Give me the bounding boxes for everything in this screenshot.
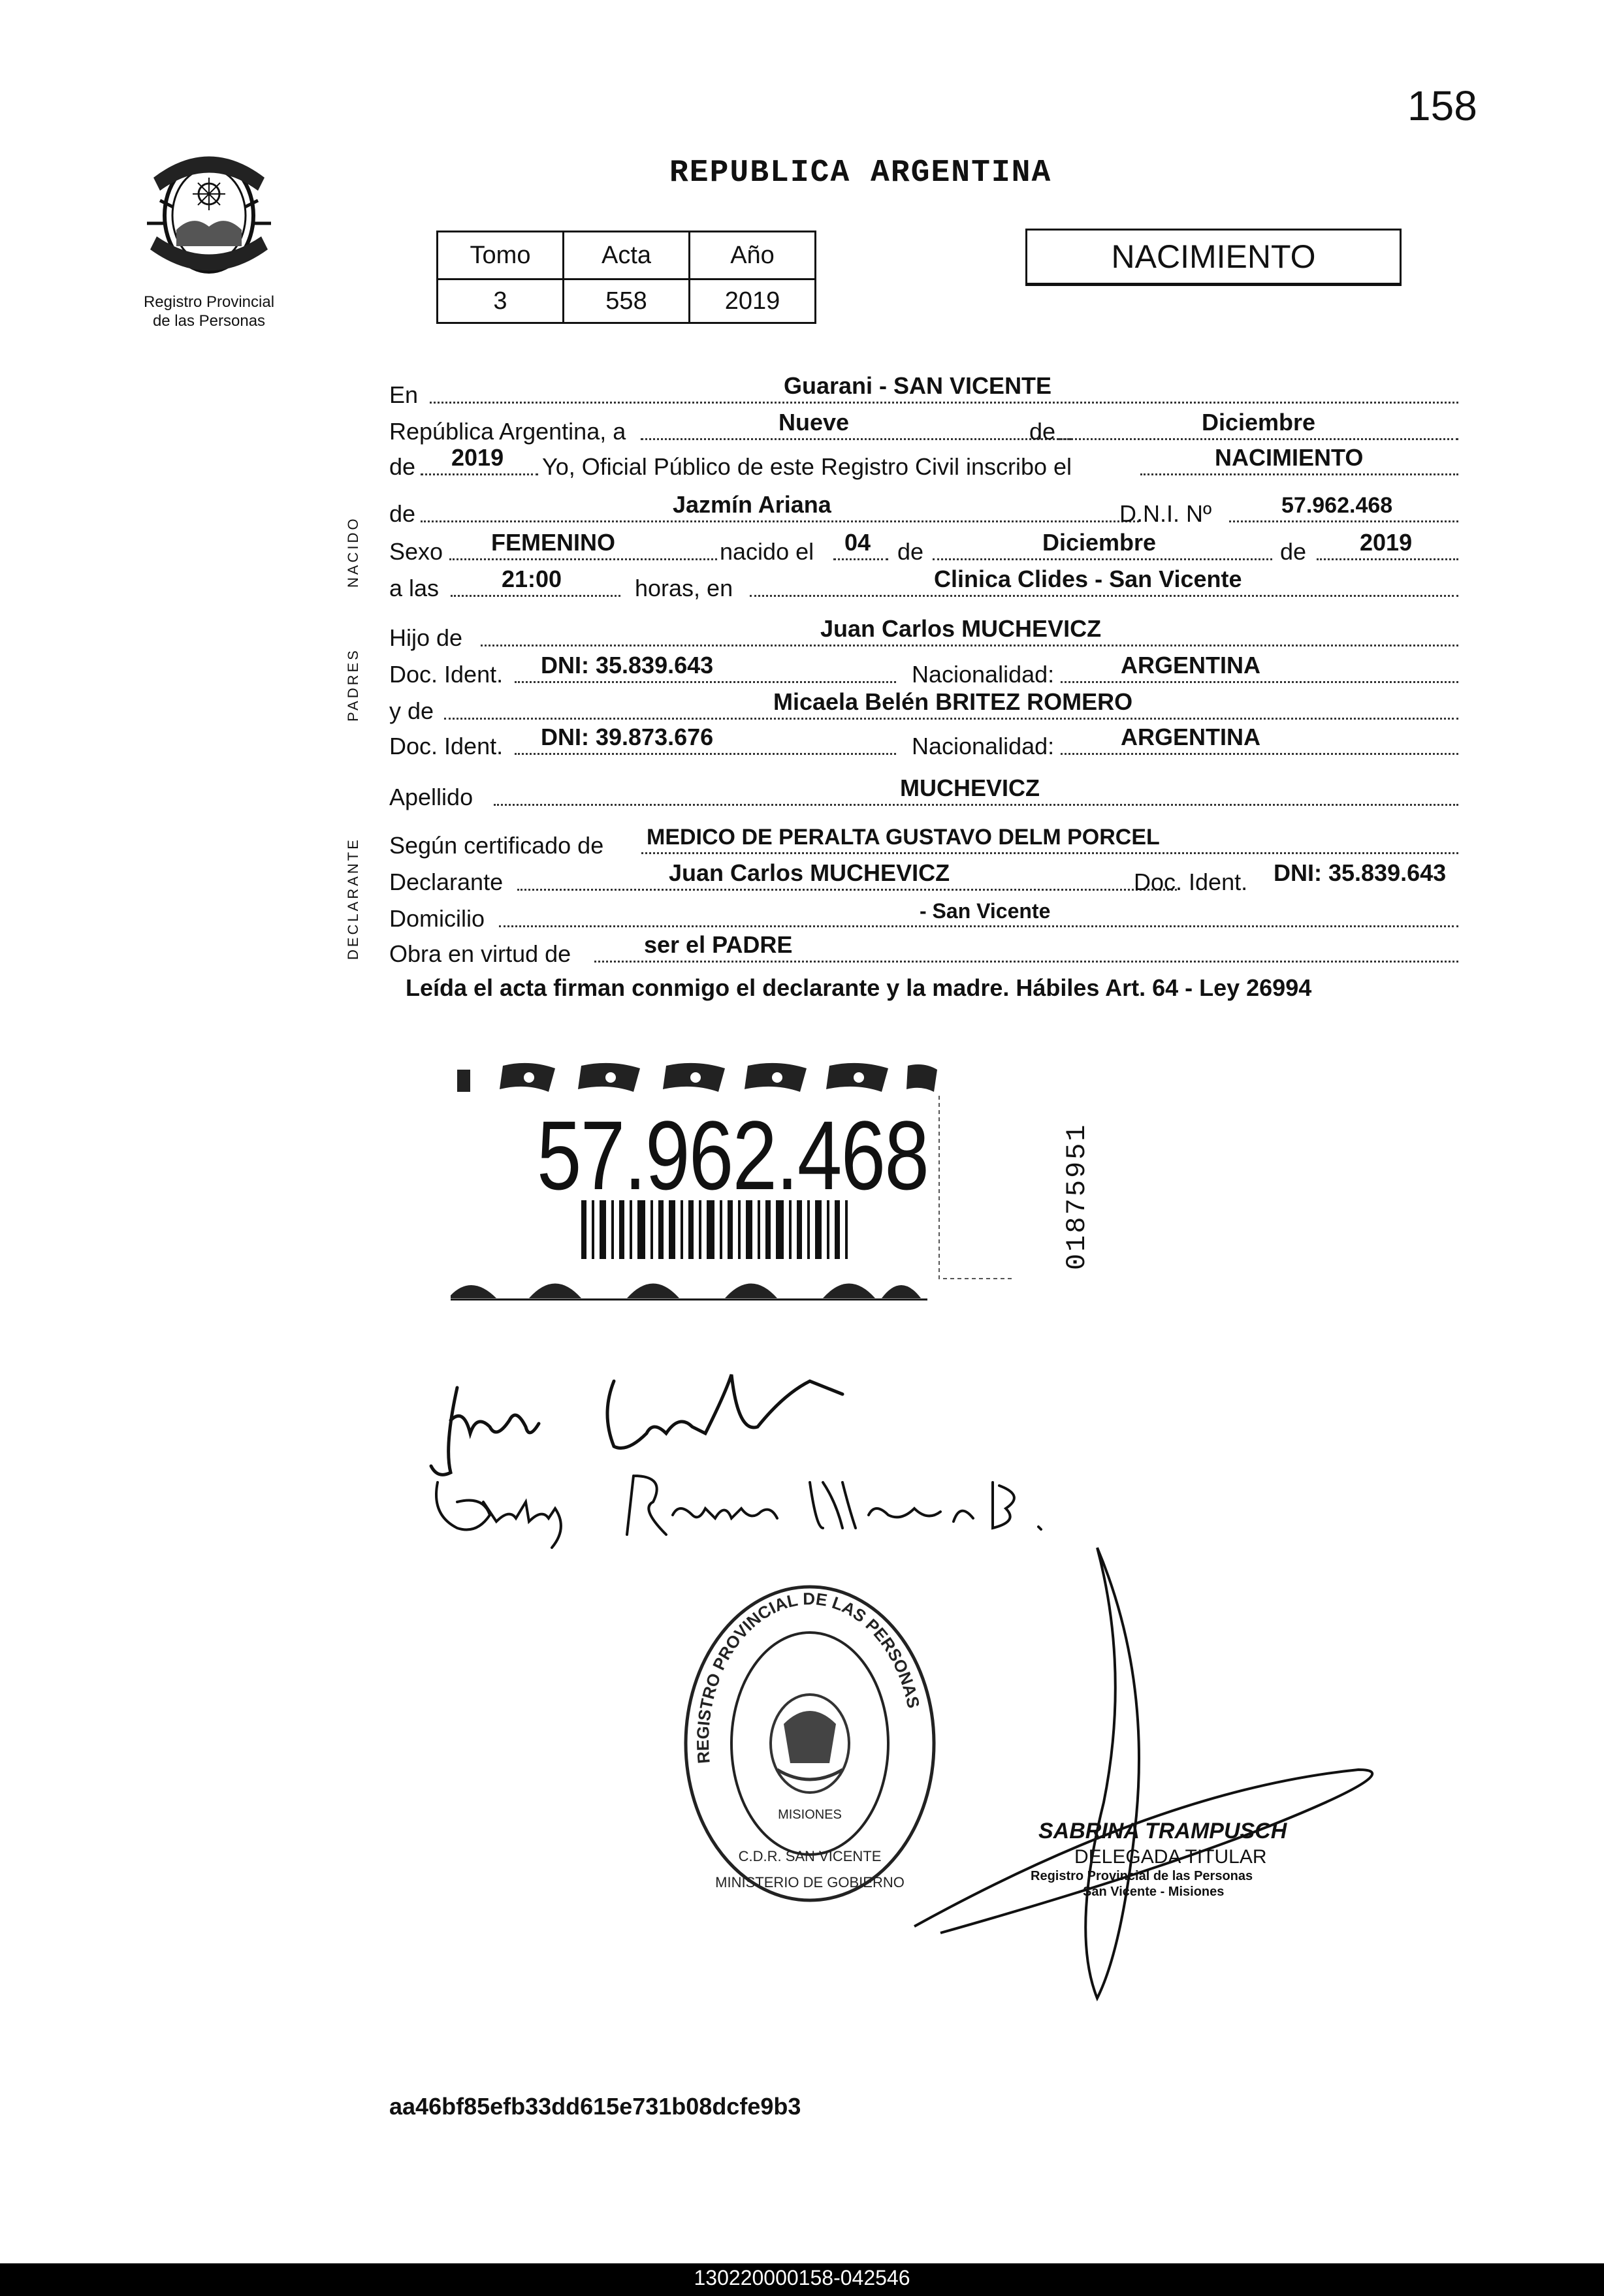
row-madre-doc [389,724,1464,760]
nacido-el-label: nacido el [720,538,814,565]
madre-nac-label: Nacionalidad: [912,733,1055,759]
mes-value: Diciembre [1202,409,1316,436]
seal-center-text: MISIONES [778,1808,842,1822]
declarante-doc-value: DNI: 35.839.643 [1274,859,1447,886]
horas-en-label: horas, en [635,575,733,601]
dotted-line [430,402,1458,404]
dotted-line [444,718,1458,720]
dotted-line [933,558,1272,560]
padre-value: Juan Carlos MUCHEVICZ [820,615,1102,642]
official-office-line1: Registro Provincial de las Personas [1031,1869,1253,1883]
page-title: REPUBLICA ARGENTINA [669,155,1052,191]
section-label-padres: PADRES [345,648,361,722]
seal-middle-text: C.D.R. SAN VICENTE [738,1848,882,1864]
row-nombre [389,491,1464,528]
domicilio-value: - San Vicente [920,899,1051,923]
nacido-dia-value: 04 [844,529,871,556]
dotted-line [641,852,1458,854]
dotted-line [481,645,1458,646]
row-sexo [389,529,1464,566]
certificado-label: Según certificado de [389,832,604,859]
nombre-label: de [389,500,416,527]
nacido-de1-label: de [897,538,924,565]
inscribo-value: NACIMIENTO [1215,444,1364,471]
tomo-value: 3 [438,279,564,323]
republica-label: República Argentina, a [389,418,626,445]
section-label-declarante: DECLARANTE [345,837,361,960]
sexo-label: Sexo [389,538,443,565]
id-stamp-side-serial: 01875951 [1061,1123,1093,1270]
row-declarante [389,859,1464,896]
row-padre [389,615,1464,652]
dni-value: 57.962.468 [1281,493,1393,518]
dotted-line [641,438,1072,440]
row-certificado [389,823,1464,859]
legal-note: Leída el acta firman conmigo el declarante y la madre. Hábiles Art. 64 - Ley 26994 [406,974,1312,1001]
de-label: de [1029,418,1056,445]
bottom-code: 130220000158-042546 [694,2266,910,2289]
registry-label-line2: de las Personas [152,312,266,330]
dotted-line [750,595,1458,597]
dotted-line [1061,753,1458,755]
domicilio-label: Domicilio [389,905,485,932]
madre-doc-label: Doc. Ident. [389,733,504,759]
apellido-value: MUCHEVICZ [900,774,1040,801]
padre-doc-label: Doc. Ident. [389,661,504,688]
padre-nac-value: ARGENTINA [1121,652,1260,678]
seal-outer-text: REGISTRO PROVINCIAL DE LAS PERSONAS [692,1589,924,1764]
anio-value: 2019 [690,279,816,323]
row-hora-lugar [389,566,1464,602]
nacido-anio-value: 2019 [1360,529,1413,556]
madre-doc-value: DNI: 39.873.676 [541,724,714,750]
row-domicilio [389,896,1464,933]
dotted-line [494,804,1458,806]
official-office-line2: San Vicente - Misiones [1083,1885,1225,1899]
dotted-line [515,753,896,755]
page-number: 158 [1407,82,1477,129]
declarante-value: Juan Carlos MUCHEVICZ [669,859,950,886]
row-obra [389,931,1464,968]
row-inscripcion [389,444,1464,481]
dotted-line [594,961,1458,963]
certificado-value: MEDICO DE PERALTA GUSTAVO DELM PORCEL [647,825,1160,850]
dotted-line [517,889,1177,891]
dotted-line [833,558,888,560]
madre-nac-value: ARGENTINA [1121,724,1260,750]
sexo-value: FEMENINO [491,529,616,556]
obra-label: Obra en virtud de [389,940,571,967]
row-fecha-inscripcion [389,409,1464,445]
dotted-line [449,558,717,560]
row-madre [389,688,1464,725]
dotted-line [421,473,538,475]
dni-label: D.N.I. Nº [1119,500,1212,527]
acta-header: Acta [564,232,690,279]
dotted-line [1140,473,1458,475]
dotted-line [499,925,1458,927]
lugar-value: Clinica Clides - San Vicente [934,566,1242,592]
declarante-doc-label: Doc. Ident. [1134,869,1248,895]
madre-value: Micaela Belén BRITEZ ROMERO [773,688,1133,715]
seal-bottom-text: MINISTERIO DE GOBIERNO [715,1874,905,1890]
dia-value: Nueve [778,409,850,436]
y-de-label: y de [389,697,434,724]
book-reference-table [436,231,816,324]
misiones-coat-of-arms-logo [134,138,284,289]
registry-label [111,293,307,330]
row-padre-doc [389,652,1464,688]
registry-label-line1: Registro Provincial [143,293,275,311]
inscribo-label: Yo, Oficial Público de este Registro Civil inscribo el [542,453,1072,480]
acta-value: 558 [564,279,690,323]
dotted-line [421,520,1139,522]
dotted-line [1061,681,1458,683]
a-las-label: a las [389,575,440,601]
dotted-line [515,681,896,683]
padre-nac-label: Nacionalidad: [912,661,1055,688]
section-label-nacido: NACIDO [345,516,361,588]
dotted-line [1059,438,1458,440]
apellido-label: Apellido [389,784,473,810]
hijo-label: Hijo de [389,624,463,651]
nombre-value: Jazmín Ariana [673,491,831,518]
dotted-line [451,595,620,597]
hora-value: 21:00 [502,566,562,592]
padre-doc-value: DNI: 35.839.643 [541,652,714,678]
en-label: En [389,381,419,408]
obra-value: ser el PADRE [644,931,793,958]
record-type-box: NACIMIENTO [1025,229,1402,286]
declarante-label: Declarante [389,869,504,895]
dotted-line [1317,558,1458,560]
row-apellido [389,774,1464,811]
tomo-header: Tomo [438,232,564,279]
anio-value: 2019 [451,444,504,471]
anio-header: Año [690,232,816,279]
nacido-mes-value: Diciembre [1042,529,1157,556]
dotted-line [1229,520,1458,522]
id-stamp-number: 57.962.468 [537,1100,929,1210]
en-value: Guarani - SAN VICENTE [784,372,1052,399]
official-name: SABRINA TRAMPUSCH [1038,1819,1287,1843]
official-signature [901,1541,1424,2011]
official-role: DELEGADA TITULAR [1074,1846,1267,1868]
nacido-de2-label: de [1280,538,1307,565]
document-hash: aa46bf85efb33dd615e731b08dcfe9b3 [389,2093,801,2120]
row-en [389,372,1464,409]
anio-pre-label: de [389,453,416,480]
